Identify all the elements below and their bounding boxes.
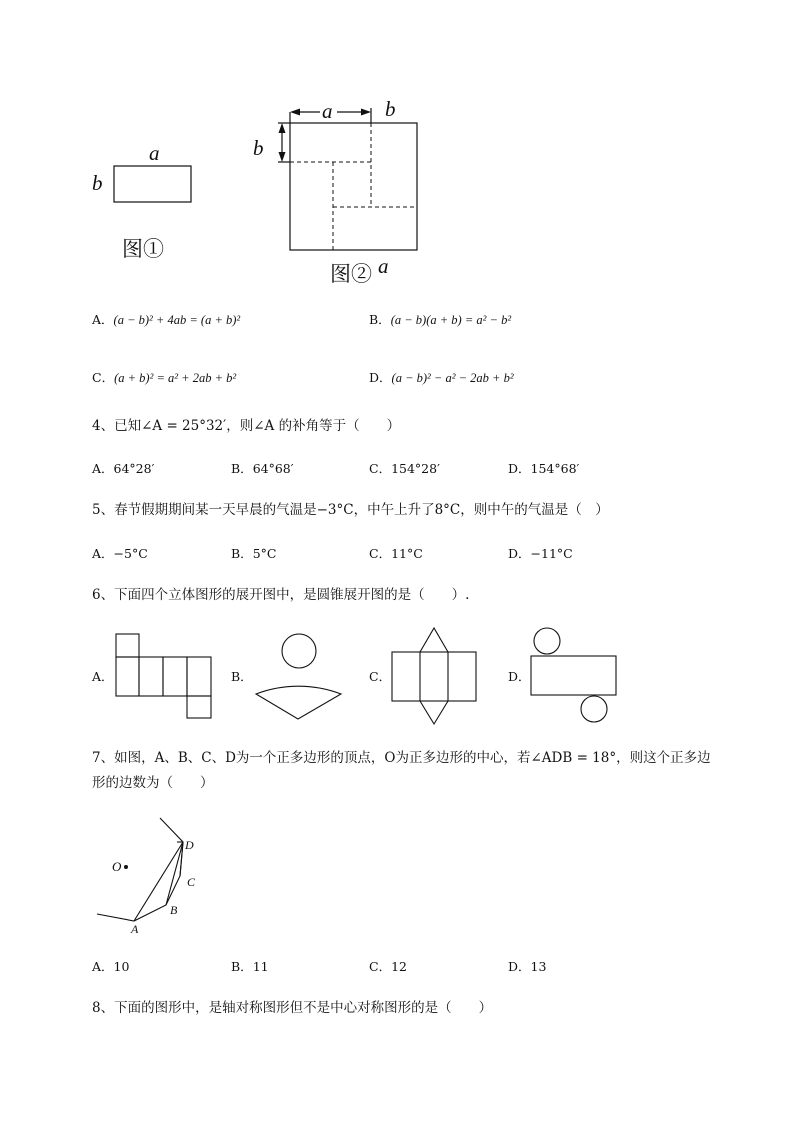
fig2-bottom-a-label: a (378, 254, 389, 278)
q3-option-d[interactable]: D．(a − b)² − a² − 2ab + b² (369, 370, 514, 385)
q4-option-d[interactable]: D．154°68′ (508, 461, 580, 476)
fig2-caption: 图② (330, 262, 372, 286)
fig2-top-a-label: a (322, 99, 333, 123)
center-point-o (124, 865, 128, 869)
q4-option-a[interactable]: A．64°28′ (92, 461, 155, 476)
q6-option-a-letter[interactable]: A． (92, 669, 114, 684)
point-c-label: C (187, 875, 196, 889)
q5-option-b[interactable]: B．5°C (231, 546, 277, 561)
q7-option-d[interactable]: D．13 (508, 959, 547, 974)
point-d-label: D (185, 838, 194, 852)
point-b-label: B (170, 903, 178, 917)
q4-option-c[interactable]: C．154°28′ (369, 461, 440, 476)
q6-option-c-letter[interactable]: C． (369, 669, 392, 684)
fig2-left-b-label: b (253, 136, 264, 160)
q5-stem: 5、春节假期期间某一天早晨的气温是−3°C，中午上升了8°C，则中午的气温是（ ） (92, 502, 609, 518)
q7-stem-line-2: 形的边数为（ ） (92, 775, 214, 791)
fig1-caption: 图① (122, 237, 164, 261)
q7-option-b[interactable]: B．11 (231, 959, 269, 974)
q8-stem: 8、下面的图形中，是轴对称图形但不是中心对称图形的是（ ） (92, 1000, 493, 1016)
q7-option-a[interactable]: A．10 (92, 959, 130, 974)
q3-option-a[interactable]: A．(a − b)² + 4ab = (a + b)² (92, 312, 241, 327)
q6-option-b-letter[interactable]: B． (231, 669, 253, 684)
q4-option-b[interactable]: B．64°68′ (231, 461, 294, 476)
fig1-side-b-label: b (92, 171, 103, 195)
point-a-label: A (131, 922, 139, 936)
q4-stem: 4、已知∠A = 25°32′，则∠A 的补角等于（ ） (92, 418, 401, 434)
q6-option-d-letter[interactable]: D． (508, 669, 531, 684)
q7-option-c[interactable]: C．12 (369, 959, 407, 974)
fig1-side-a-label: a (149, 141, 160, 165)
point-o-label: O (112, 859, 122, 874)
q5-option-c[interactable]: C．11°C (369, 546, 423, 561)
q3-option-c[interactable]: C．(a + b)² = a² + 2ab + b² (92, 370, 237, 385)
q5-option-d[interactable]: D．−11°C (508, 546, 573, 561)
q5-option-a[interactable]: A．−5°C (92, 546, 148, 561)
q3-option-b[interactable]: B．(a − b)(a + b) = a² − b² (369, 312, 512, 327)
q7-stem-line-1: 7、如图，A、B、C、D为一个正多边形的顶点，O为正多边形的中心，若∠ADB = 18°，则这个正多边 (92, 750, 711, 766)
fig2-top-b-label: b (385, 97, 396, 121)
q6-stem: 6、下面四个立体图形的展开图中，是圆锥展开图的是（ ）. (92, 587, 470, 603)
